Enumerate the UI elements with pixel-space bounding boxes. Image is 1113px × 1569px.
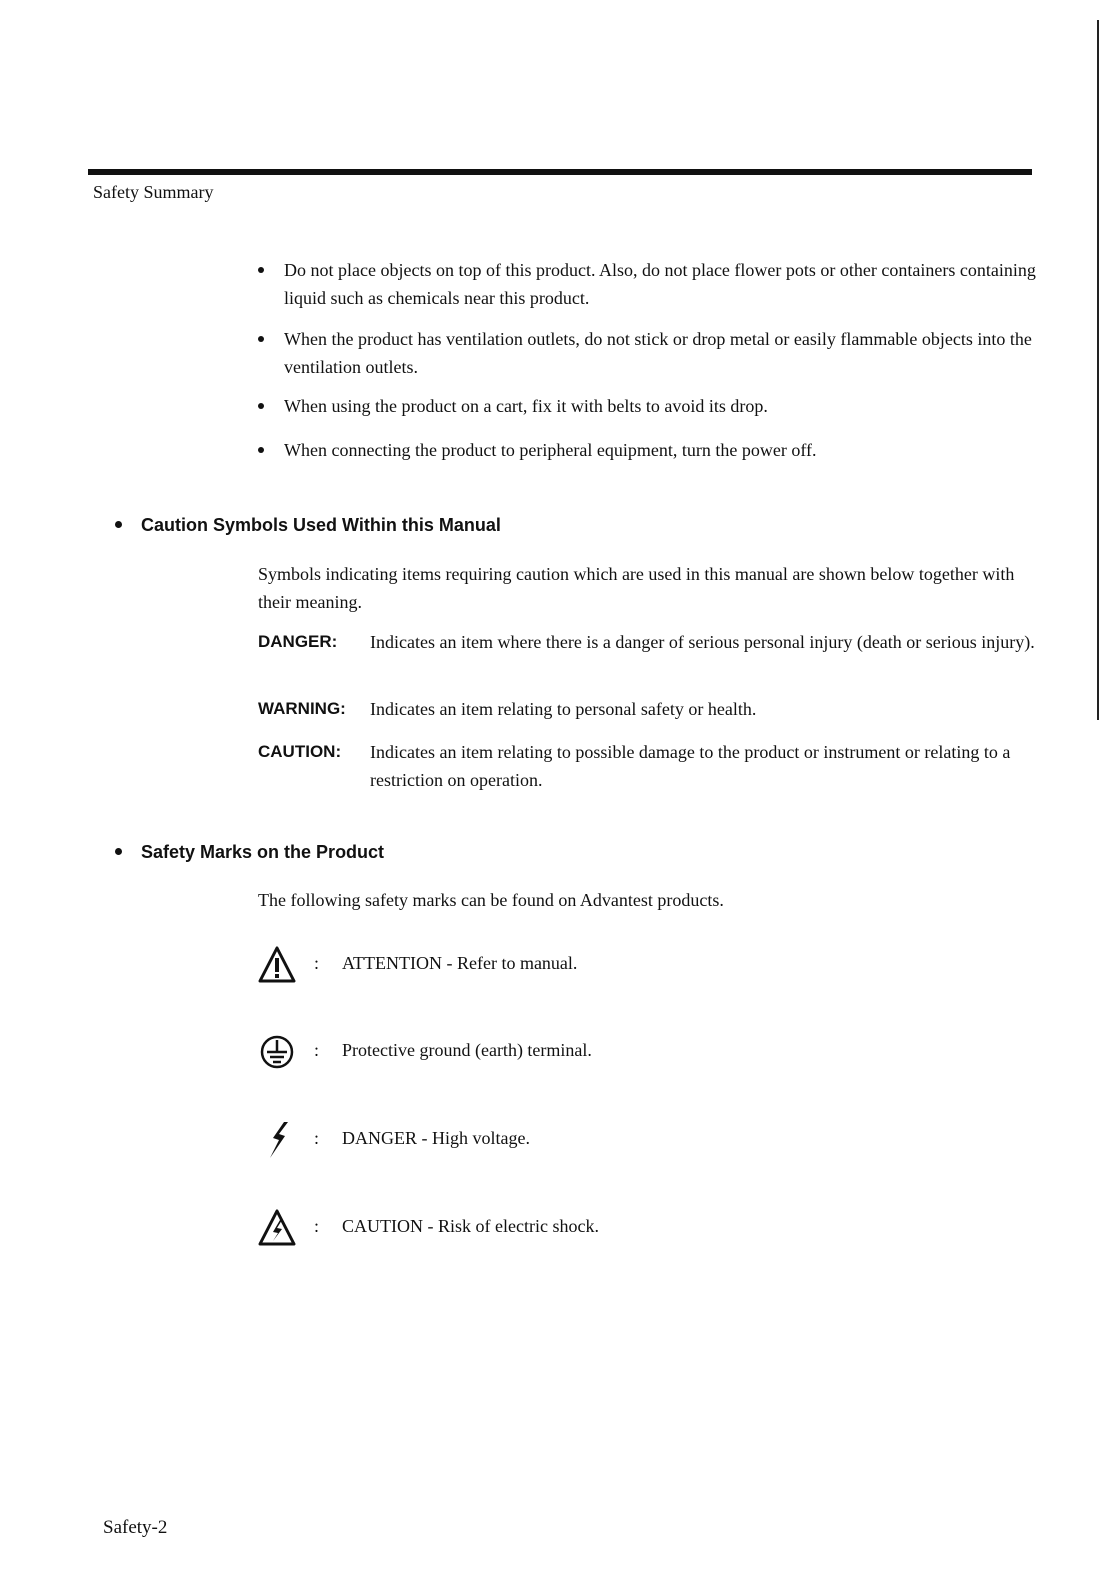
definition-text: Indicates an item relating to possible damage to the product or instrument or relating to a restriction on operation. — [370, 742, 1011, 790]
bullet-icon — [258, 403, 264, 409]
definition-warning — [258, 695, 1038, 723]
bullet-icon — [258, 336, 264, 342]
safety-mark-high-voltage: : DANGER - High voltage. — [258, 1120, 858, 1160]
safety-mark-shock: : CAUTION - Risk of electric shock. — [258, 1208, 858, 1248]
scan-edge-line — [1097, 20, 1099, 720]
safety-mark-ground: : Protective ground (earth) terminal. — [258, 1032, 858, 1072]
definition-term: DANGER: — [258, 632, 338, 651]
definition-danger — [258, 628, 1038, 656]
bullet-icon — [258, 267, 264, 273]
marks-intro: The following safety marks can be found on Advantest products. — [258, 890, 724, 910]
header-rule — [88, 169, 1032, 175]
high-voltage-bolt-icon — [258, 1120, 296, 1160]
bullet-icon — [258, 447, 264, 453]
safety-mark-attention: : ATTENTION - Refer to manual. — [258, 945, 858, 985]
mark-description: ATTENTION - Refer to manual. — [342, 953, 578, 973]
mark-description: DANGER - High voltage. — [342, 1128, 530, 1148]
bullet-icon — [115, 848, 122, 855]
bullet-icon — [115, 521, 122, 528]
list-item: When connecting the product to peripheral equipment, turn the power off. — [258, 436, 1038, 464]
attention-triangle-icon — [258, 945, 296, 985]
list-item: Do not place objects on top of this product. Also, do not place flower pots or other containers containing liquid such as chemicals near this product. — [258, 256, 1038, 312]
list-item: When using the product on a cart, fix it with belts to avoid its drop. — [258, 392, 1038, 420]
shock-triangle-icon — [258, 1208, 296, 1248]
definition-caution — [258, 738, 1038, 794]
caution-intro: Symbols indicating items requiring caution which are used in this manual are shown below together with their meaning. — [258, 564, 1015, 612]
caution-symbols-heading: Caution Symbols Used Within this Manual — [115, 515, 501, 536]
running-header: Safety Summary — [93, 182, 214, 202]
list-item: When the product has ventilation outlets, do not stick or drop metal or easily flammable objects into the ventilation outlets. — [258, 325, 1038, 381]
mark-description: CAUTION - Risk of electric shock. — [342, 1216, 599, 1236]
definition-text: Indicates an item relating to personal safety or health. — [370, 699, 757, 719]
definition-text: Indicates an item where there is a danger of serious personal injury (death or serious injury). — [370, 632, 1035, 652]
page-number: Safety-2 — [103, 1517, 168, 1538]
definition-term: WARNING: — [258, 699, 346, 718]
mark-description: Protective ground (earth) terminal. — [342, 1040, 592, 1060]
safety-marks-heading: Safety Marks on the Product — [115, 842, 384, 863]
definition-term: CAUTION: — [258, 742, 342, 761]
protective-ground-icon — [258, 1032, 296, 1072]
